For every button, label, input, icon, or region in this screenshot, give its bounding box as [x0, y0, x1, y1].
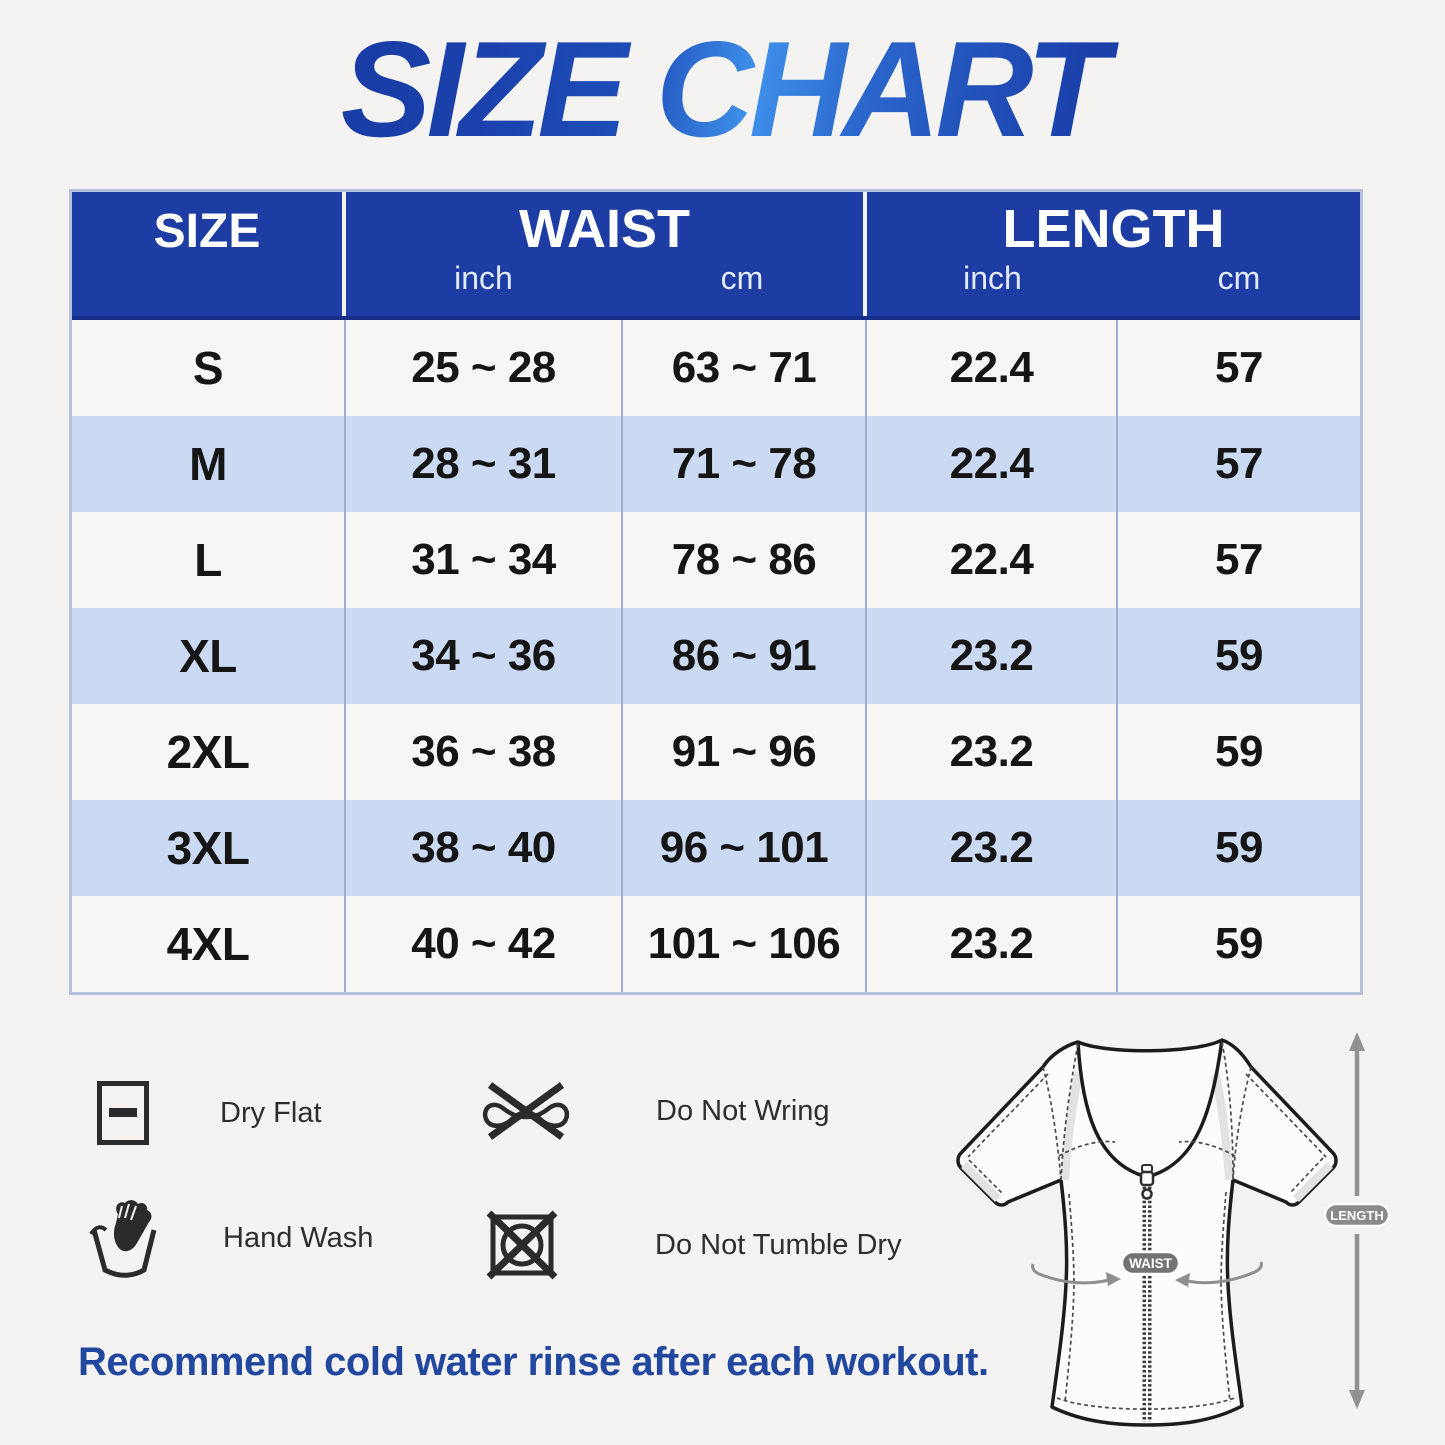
do-not-tumble-dry-icon — [486, 1210, 558, 1280]
length-cm-cell: 59 — [1215, 919, 1263, 968]
waist-cm-cell: 78 ~ 86 — [623, 512, 867, 608]
table-row — [72, 608, 1360, 704]
do-not-wring-icon — [476, 1078, 576, 1144]
care-item-hand-wash — [88, 1198, 373, 1278]
page-title: SIZE CHART — [0, 18, 1445, 161]
care-item-dry-flat — [96, 1080, 322, 1146]
waist-inch-cell: 38 ~ 40 — [346, 800, 623, 896]
dry-flat-icon — [96, 1080, 150, 1146]
length-tag-label: LENGTH — [1330, 1208, 1384, 1223]
table-header — [72, 192, 1360, 320]
table-row — [72, 416, 1360, 512]
waist-inch-cell: 28 ~ 31 — [346, 416, 623, 512]
length-cm-cell: 57 — [1215, 343, 1263, 392]
size-cell: M — [72, 416, 346, 512]
length-cm-unit-label: cm — [1217, 260, 1261, 296]
garment-diagram — [945, 1026, 1445, 1444]
hand-wash-icon — [88, 1198, 158, 1278]
length-cm-cell: 57 — [1215, 439, 1263, 488]
waist-tag — [1122, 1252, 1179, 1274]
header-size-column — [72, 192, 346, 316]
waist-cm-cell: 63 ~ 71 — [623, 320, 867, 416]
length-cm-cell: 59 — [1215, 727, 1263, 776]
size-cell: 3XL — [72, 800, 346, 896]
waist-cm-cell: 86 ~ 91 — [623, 608, 867, 704]
waist-cm-unit-label: cm — [720, 260, 764, 296]
length-cm-cell: 57 — [1215, 535, 1263, 584]
size-cell: L — [72, 512, 346, 608]
length-inch-unit-label: inch — [963, 260, 1022, 296]
waist-cm-cell: 96 ~ 101 — [623, 800, 867, 896]
footer-note: Recommend cold water rinse after each workout. — [78, 1340, 989, 1384]
length-inch-cell: 23.2 — [867, 896, 1118, 992]
table-row — [72, 512, 1360, 608]
length-tag — [1325, 1204, 1389, 1226]
size-cell: 2XL — [72, 704, 346, 800]
header-length-group — [867, 192, 1360, 316]
size-cell: S — [72, 320, 346, 416]
care-label: Do Not Wring — [656, 1094, 830, 1127]
size-cell: XL — [72, 608, 346, 704]
table-row — [72, 320, 1360, 416]
size-header-label: SIZE — [153, 205, 261, 258]
care-label: Dry Flat — [220, 1096, 322, 1129]
care-item-do-not-tumble-dry — [486, 1210, 902, 1280]
waist-inch-cell: 25 ~ 28 — [346, 320, 623, 416]
waist-header-label: WAIST — [519, 199, 690, 259]
length-inch-cell: 23.2 — [867, 608, 1118, 704]
length-inch-cell: 23.2 — [867, 800, 1118, 896]
header-waist-group — [346, 192, 867, 316]
waist-inch-cell: 34 ~ 36 — [346, 608, 623, 704]
waist-cm-cell: 91 ~ 96 — [623, 704, 867, 800]
care-label: Do Not Tumble Dry — [655, 1228, 902, 1261]
size-table — [69, 189, 1363, 995]
length-inch-cell: 23.2 — [867, 704, 1118, 800]
table-row — [72, 704, 1360, 800]
waist-inch-cell: 40 ~ 42 — [346, 896, 623, 992]
size-cell: 4XL — [72, 896, 346, 992]
care-item-do-not-wring — [476, 1078, 830, 1144]
waist-inch-cell: 31 ~ 34 — [346, 512, 623, 608]
length-cm-cell: 59 — [1215, 631, 1263, 680]
length-inch-cell: 22.4 — [867, 512, 1118, 608]
waist-inch-cell: 36 ~ 38 — [346, 704, 623, 800]
length-header-label: LENGTH — [1002, 199, 1225, 259]
waist-cm-cell: 101 ~ 106 — [623, 896, 867, 992]
waist-cm-cell: 71 ~ 78 — [623, 416, 867, 512]
length-cm-cell: 59 — [1215, 823, 1263, 872]
waist-inch-unit-label: inch — [454, 260, 513, 296]
table-row — [72, 800, 1360, 896]
length-inch-cell: 22.4 — [867, 416, 1118, 512]
waist-tag-label: WAIST — [1129, 1256, 1172, 1271]
care-label: Hand Wash — [223, 1221, 374, 1254]
table-row — [72, 896, 1360, 992]
length-inch-cell: 22.4 — [867, 320, 1118, 416]
